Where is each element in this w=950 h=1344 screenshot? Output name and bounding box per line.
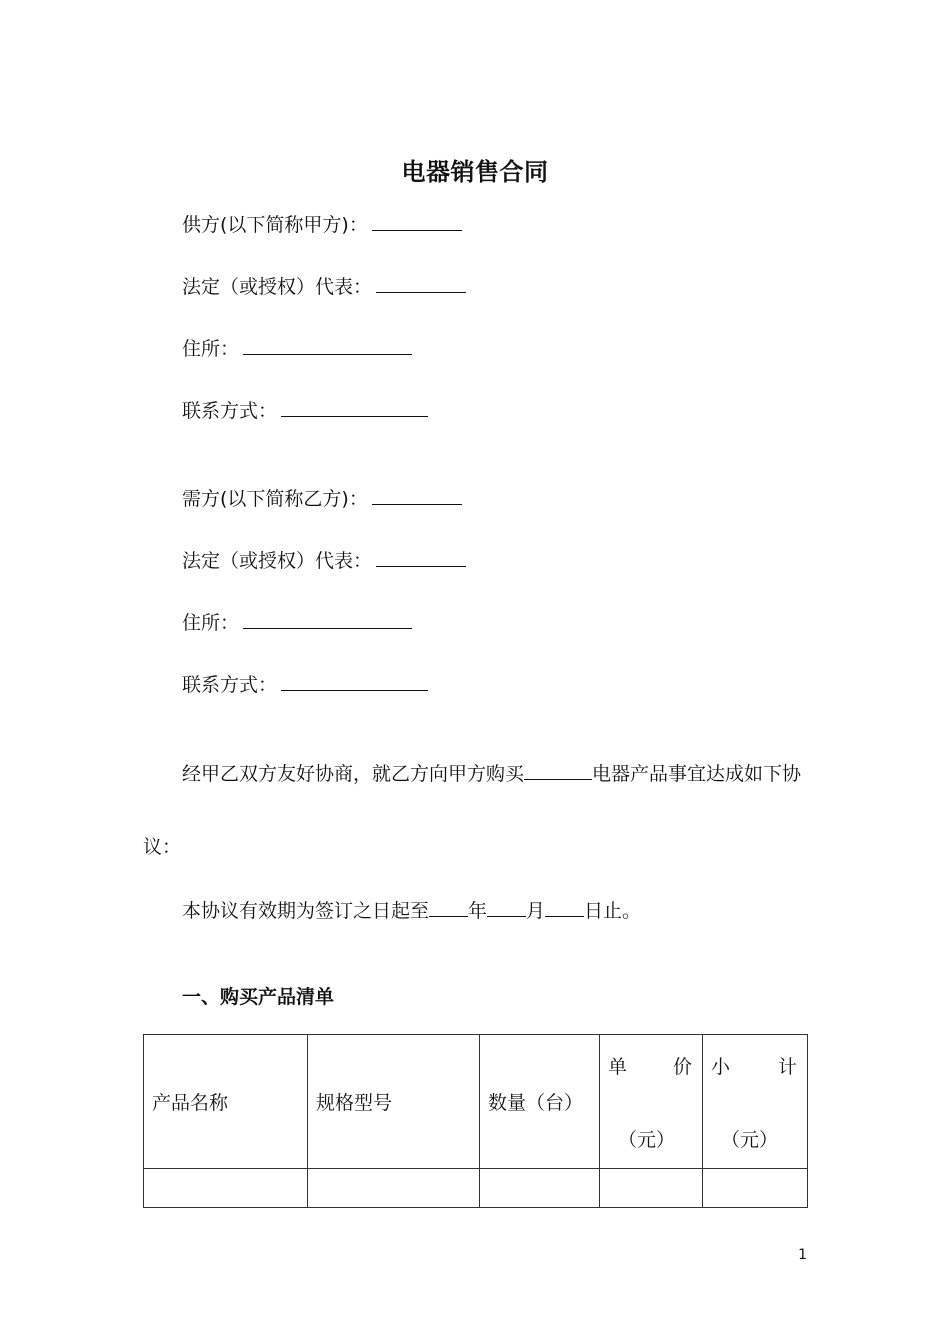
buyer-rep-label: 法定（或授权）代表： [182,550,373,572]
col-quantity: 数量（台） [480,1035,600,1169]
buyer-contact-line [182,670,428,699]
product-type-blank[interactable] [524,759,592,780]
month-blank[interactable] [487,896,526,917]
month-label: 月 [526,900,546,922]
buyer-rep-blank[interactable] [376,546,466,567]
supplier-contact-line [182,396,428,425]
col-unit-price-unit: （元） [618,1128,676,1151]
supplier-contact-label: 联系方式： [182,400,278,422]
cell-quantity[interactable] [480,1169,600,1208]
agreement-intro-before: 经甲乙双方友好协商，就乙方向甲方购买 [182,763,525,785]
col-product-name: 产品名称 [144,1035,308,1169]
page-number: 1 [798,1247,807,1263]
col-unit-price [600,1035,703,1169]
validity-prefix: 本协议有效期为签订之日起至 [182,900,430,922]
buyer-address-line [182,608,412,637]
day-end-label: 日止。 [584,900,642,922]
supplier-rep-blank[interactable] [376,272,466,293]
col-unit-price-b: 价 [672,1055,692,1078]
cell-spec-model[interactable] [308,1169,480,1208]
buyer-party-line [182,484,462,513]
supplier-rep-line [182,272,466,301]
supplier-address-label: 住所： [182,338,240,360]
col-spec-model: 规格型号 [308,1035,480,1169]
buyer-party-label: 需方(以下简称乙方)： [182,488,368,510]
col-unit-price-a: 单 [608,1055,628,1078]
cell-unit-price[interactable] [600,1169,703,1208]
year-label: 年 [468,900,488,922]
section-1-heading: 一、购买产品清单 [182,986,335,1008]
supplier-rep-label: 法定（或授权）代表： [182,276,373,298]
col-subtotal-b: 计 [777,1055,797,1078]
contract-title: 电器销售合同 [401,158,549,186]
supplier-address-blank[interactable] [243,334,412,355]
cell-subtotal[interactable] [703,1169,808,1208]
supplier-contact-blank[interactable] [281,396,428,417]
buyer-rep-line [182,546,466,575]
supplier-party-label: 供方(以下简称甲方)： [182,214,368,236]
supplier-address-line [182,334,412,363]
supplier-party-line [182,210,462,239]
buyer-address-blank[interactable] [243,608,412,629]
buyer-party-blank[interactable] [372,484,462,505]
table-row [144,1169,808,1208]
table-header-row [144,1035,808,1169]
buyer-address-label: 住所： [182,612,240,634]
product-list-table [143,1034,808,1208]
buyer-contact-blank[interactable] [281,670,428,691]
agreement-intro-line [182,759,801,788]
cell-product-name[interactable] [144,1169,308,1208]
supplier-party-blank[interactable] [372,210,462,231]
agreement-intro-wrap: 议： [143,836,182,858]
col-subtotal [703,1035,808,1169]
validity-line [182,896,641,925]
agreement-intro-after: 电器产品事宜达成如下协 [592,763,802,785]
buyer-contact-label: 联系方式： [182,674,278,696]
col-subtotal-unit: （元） [721,1128,779,1151]
year-blank[interactable] [429,896,468,917]
day-blank[interactable] [545,896,584,917]
col-subtotal-a: 小 [711,1055,731,1078]
